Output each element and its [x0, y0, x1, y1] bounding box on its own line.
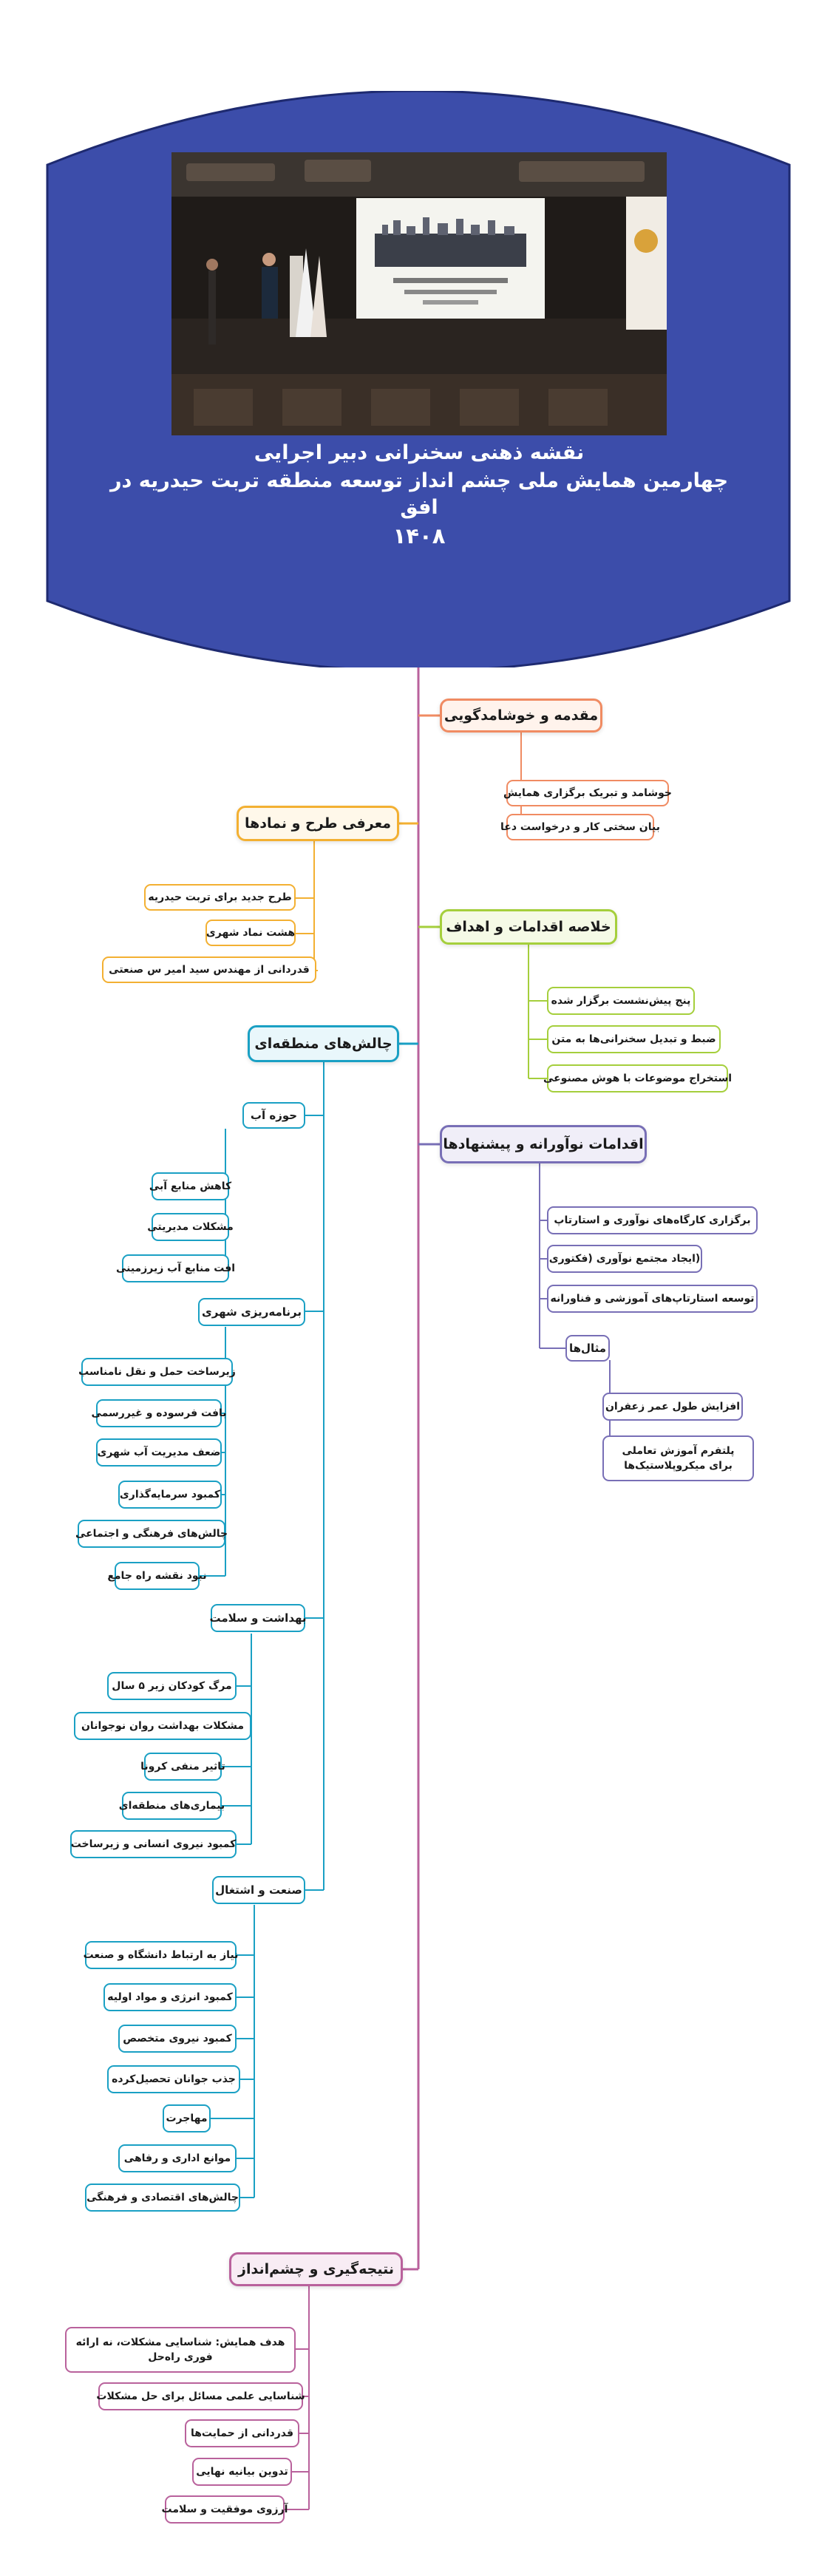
- urban-item[interactable]: بافت فرسوده و غیررسمی: [96, 1399, 222, 1427]
- urban-item[interactable]: ضعف مدیریت آب شهری: [96, 1438, 222, 1467]
- conclusion-item[interactable]: آرزوی موفقیت و سلامت: [165, 2495, 285, 2524]
- health-item[interactable]: بیماری‌های منطقه‌ای: [122, 1792, 222, 1820]
- industry-item[interactable]: مهاجرت: [163, 2104, 211, 2132]
- example-item[interactable]: پلتفرم آموزش تعاملی برای میکروپلاستیک‌ها: [602, 1435, 754, 1481]
- innovation-item[interactable]: توسعه استارتاپ‌های آموزشی و فناورانه: [547, 1285, 758, 1313]
- urban-item[interactable]: چالش‌های فرهنگی و اجتماعی: [78, 1520, 225, 1548]
- summary-item[interactable]: ضبط و تبدیل سخنرانی‌ها به متن: [547, 1025, 721, 1053]
- title-line-1: نقشه ذهنی سخنرانی دبیر اجرایی: [254, 441, 585, 464]
- header-title: [98, 438, 741, 551]
- header-banner: [46, 91, 791, 667]
- water-item[interactable]: کاهش منابع آبی: [152, 1172, 229, 1200]
- health-item[interactable]: کمبود نیروی انسانی و زیرساخت: [70, 1830, 237, 1858]
- urban-item[interactable]: زیرساخت حمل و نقل نامناسب: [81, 1358, 233, 1386]
- intro-item[interactable]: بیان سختی کار و درخواست دعا: [506, 814, 654, 840]
- health-item[interactable]: مرگ کودکان زیر ۵ سال: [107, 1672, 237, 1700]
- speaker-photo: [171, 152, 667, 435]
- topic-conclusion[interactable]: نتیجه‌گیری و چشم‌انداز: [229, 2252, 403, 2286]
- challenge-water[interactable]: حوزه آب: [242, 1102, 305, 1129]
- conclusion-item[interactable]: قدردانی از حمایت‌ها: [185, 2419, 299, 2447]
- health-item[interactable]: مشکلات بهداشت روان نوجوانان: [74, 1712, 251, 1740]
- topic-innovation[interactable]: اقدامات نوآورانه و پیشنهادها: [440, 1125, 647, 1163]
- challenge-industry[interactable]: صنعت و اشتغال: [212, 1876, 305, 1904]
- challenge-urban[interactable]: برنامه‌ریزی شهری: [198, 1298, 305, 1326]
- innovation-item[interactable]: (ایجاد مجتمع نوآوری (فکتوری: [547, 1245, 702, 1273]
- industry-item[interactable]: موانع اداری و رفاهی: [118, 2144, 237, 2172]
- topic-challenges[interactable]: چالش‌های منطقه‌ای: [248, 1025, 399, 1062]
- urban-item[interactable]: کمبود سرمایه‌گذاری: [118, 1481, 222, 1509]
- water-item[interactable]: مشکلات مدیریتی: [152, 1213, 229, 1241]
- innovation-item[interactable]: برگزاری کارگاه‌های نوآوری و استارتاپ: [547, 1206, 758, 1234]
- design-item[interactable]: هشت نماد شهری: [205, 920, 296, 946]
- example-item[interactable]: افزایش طول عمر زعفران: [602, 1393, 743, 1421]
- health-item[interactable]: تاثیر منفی کرونا: [144, 1753, 222, 1781]
- water-item[interactable]: افت منابع آب زیرزمینی: [122, 1254, 229, 1282]
- industry-item[interactable]: کمبود انرژی و مواد اولیه: [103, 1983, 237, 2011]
- design-item[interactable]: طرح جدید برای تربت حیدریه: [144, 884, 296, 911]
- topic-summary[interactable]: خلاصه اقدامات و اهداف: [440, 909, 617, 945]
- urban-item[interactable]: نبود نقشه راه جامع: [115, 1562, 200, 1590]
- title-line-3: ۱۴۰۸: [392, 523, 446, 548]
- challenge-health[interactable]: بهداشت و سلامت: [211, 1604, 305, 1632]
- industry-item[interactable]: جذب جوانان تحصیل‌کرده: [107, 2065, 240, 2093]
- industry-item[interactable]: چالش‌های اقتصادی و فرهنگی: [85, 2184, 240, 2212]
- summary-item[interactable]: استخراج موضوعات با هوش مصنوعی: [547, 1064, 728, 1092]
- conclusion-item[interactable]: تدوین بیانیه نهایی: [192, 2458, 292, 2486]
- innovation-examples[interactable]: مثال‌ها: [565, 1335, 610, 1362]
- topic-design[interactable]: معرفی طرح و نمادها: [237, 806, 399, 841]
- conclusion-item[interactable]: شناسایی علمی مسائل برای حل مشکلات: [98, 2382, 303, 2410]
- title-line-2: چهارمین همایش ملی چشم انداز توسعه منطقه تربت حیدریه در افق: [109, 469, 729, 519]
- intro-item[interactable]: خوشامد و تبریک برگزاری همایش: [506, 780, 669, 806]
- industry-item[interactable]: کمبود نیروی متخصص: [118, 2025, 237, 2053]
- summary-item[interactable]: پنج پیش‌نشست برگزار شده: [547, 987, 695, 1015]
- topic-intro[interactable]: مقدمه و خوشامدگویی: [440, 699, 602, 733]
- design-item[interactable]: قدردانی از مهندس سید امیر س صنعتی: [102, 956, 316, 983]
- industry-item[interactable]: نیاز به ارتباط دانشگاه و صنعت: [85, 1941, 237, 1969]
- conclusion-item[interactable]: هدف همایش: شناسایی مشکلات، نه ارائه فوری راه‌حل: [65, 2327, 296, 2373]
